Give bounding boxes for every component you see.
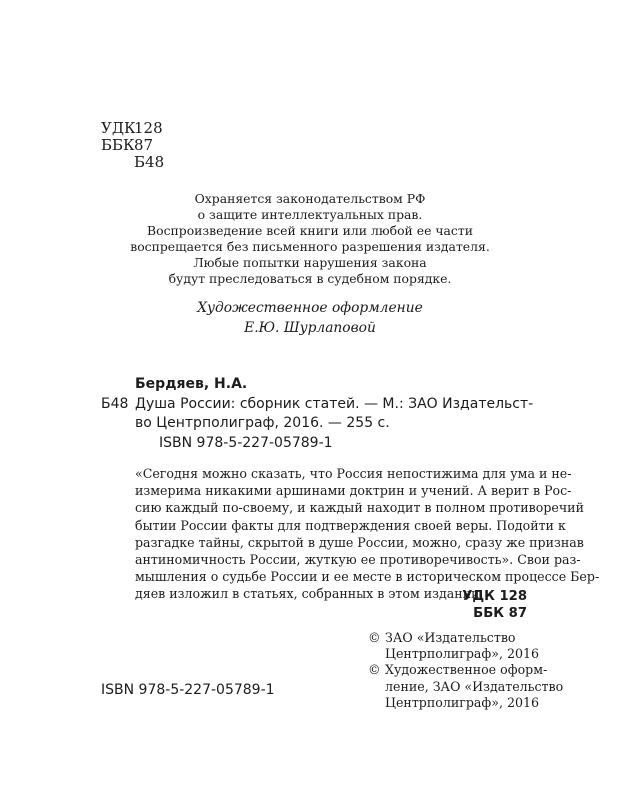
annotation-line: дяев изложил в статьях, собранных в этом издании. [135,586,484,602]
design-credit [120,298,500,338]
copyright-item [368,662,563,711]
bbk-label: ББК [101,136,135,154]
bib-line: во Центрполиграф, 2016. — 255 с. [135,415,390,431]
annotation [135,465,600,603]
legal-line: о защите интеллектуальных прав. [197,207,423,222]
udk-code-right: УДК 128 [462,589,527,604]
cutter-row [101,154,164,171]
annotation-line: «Сегодня можно сказать, что Россия непостижима для ума и не- [135,466,572,481]
copyright-line: Центрполиграф», 2016 [385,646,540,662]
udk-value: 128 [134,119,163,137]
legal-notice [120,191,500,287]
copyright-line: ление, ЗАО «Издательство [385,678,564,694]
annotation-line: антиномичность России, жуткую ее противоречивость». Свои раз- [135,552,581,568]
bib-line: Душа России: сборник статей. — М.: ЗАО Издательст- [135,396,534,412]
annotation-line: измерима никакими аршинами доктрин и учений. А верит в Рос- [135,483,572,499]
bbk-row [101,137,164,154]
entry-isbn: ISBN 978-5-227-05789-1 [159,435,333,451]
classification-block [101,120,164,171]
copyright-line: Художественное оформ- [385,662,548,678]
annotation-line: сию каждый по-своему, и каждый находит в полном противоречий [135,500,584,516]
copyright-line: Центрполиграф», 2016 [385,694,540,710]
entry-cutter-code: Б48 [101,396,129,412]
legal-line: воспрещается без письменного разрешения издателя. [130,239,490,254]
design-credit-name: Е.Ю. Шурлаповой [244,320,376,336]
legal-line: Охраняется законодательством РФ [194,191,426,206]
bibliographic-description [135,395,534,433]
annotation-line: разгадке тайны, скрытой в душе России, можно, сразу же признав [135,534,584,550]
copyright-line: ЗАО «Издательство [385,630,516,645]
copyright-symbol: © [368,630,381,645]
copyright-item [368,630,563,662]
legal-line: будут преследоваться в судебном порядке. [168,271,452,286]
design-credit-title: Художественное оформление [197,300,423,316]
annotation-line: бытии России факты для подтверждения своей веры. Подойти к [135,517,566,533]
author-heading: Бердяев, Н.А. [135,376,248,392]
annotation-line: мышления о судьбе России и ее месте в историческом процессе Бер- [135,569,600,585]
legal-line: Любые попытки нарушения закона [193,255,427,270]
legal-line: Воспроизведение всей книги или любой ее части [147,223,473,238]
isbn-bottom: ISBN 978-5-227-05789-1 [101,682,275,698]
udk-label: УДК [101,119,136,137]
bbk-value: 87 [134,136,154,154]
udk-row [101,120,164,137]
bbk-code-right: ББК 87 [473,606,527,621]
codes-right [462,588,527,622]
cutter-code: Б48 [134,153,165,171]
copyright-symbol: © [368,662,381,678]
copyright-block [368,630,563,711]
